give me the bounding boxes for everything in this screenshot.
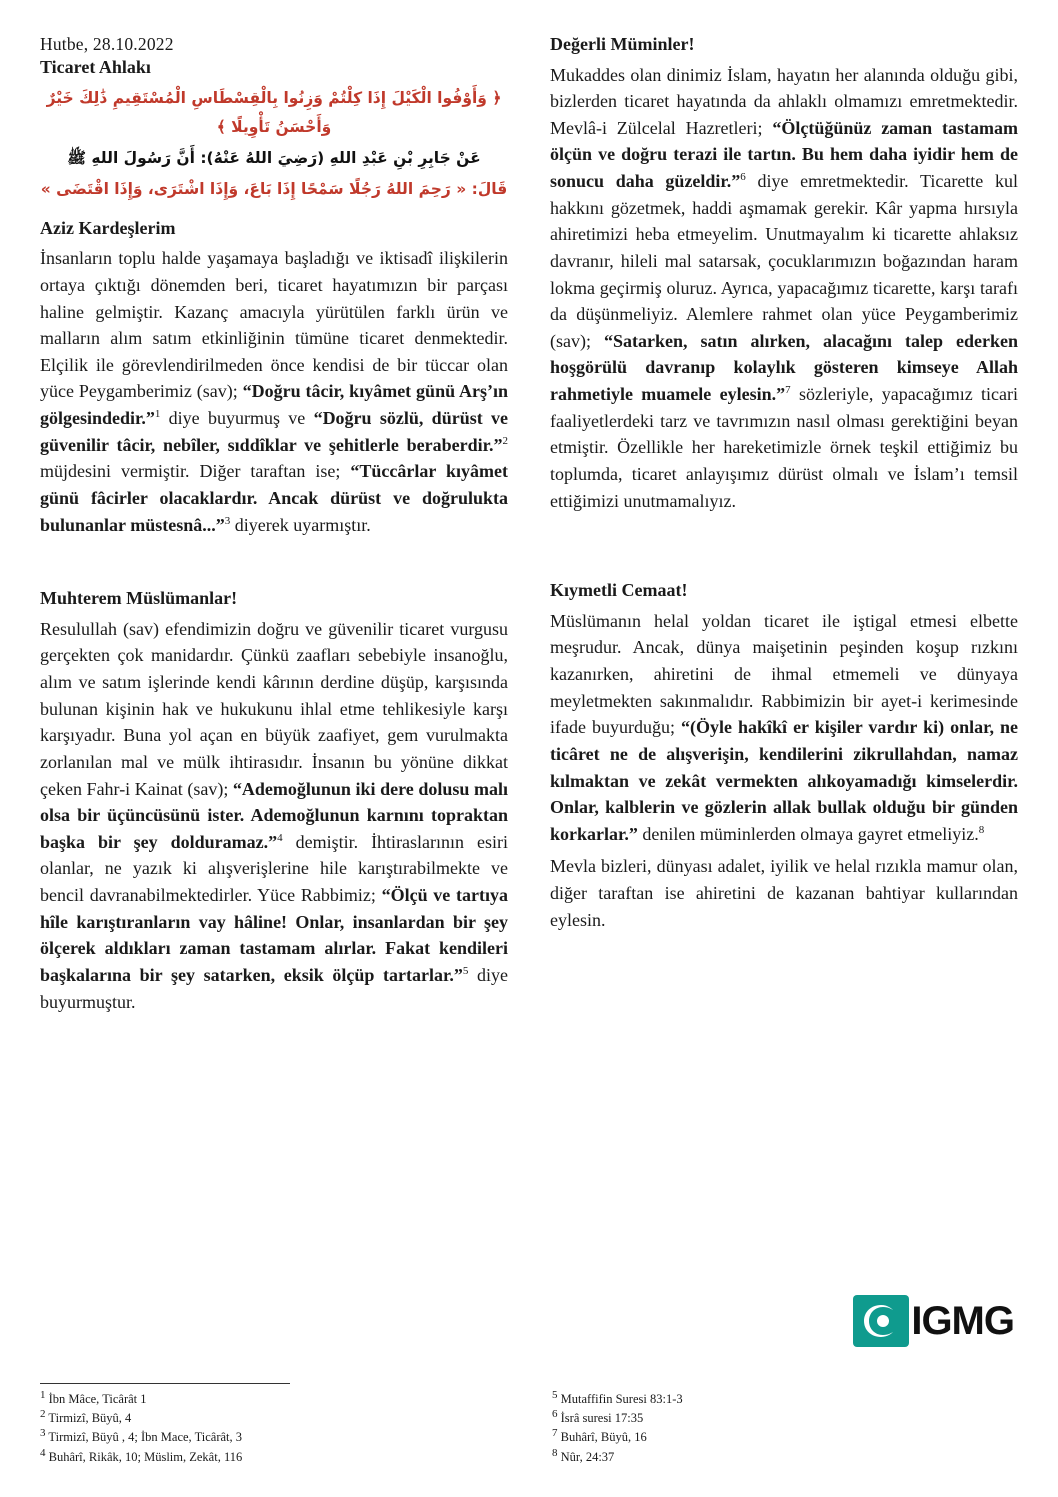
text-run: sözleriyle, yapacağımız ticari faaliyetlerdeki tarz ve tavrımızın nasıl olması gerektiğini beyan etmiştir. Özellikle her hareketimizle örnek teşkil ettiğimiz bu toplumda, ticaret anlayışımız dürüst olmalı ve İslam’ı temsil ettiğimizi unutmamalıyız.: [550, 384, 1018, 511]
logo-wordmark: IGMG: [911, 1299, 1014, 1343]
quote-satarken: “Satarken, satın alırken, alacağını talep ederken hoşgörülü davranıp kolaylık gösteren kimseye Allah rahmetiyle muamele eylesin.”: [550, 330, 1018, 405]
footnote-item: [552, 1428, 1022, 1447]
quote-dogru-tacir: “Doğru tâcir, kıyâmet günü Arş’ın gölgesindedir.”: [40, 381, 508, 429]
footnote-item: [552, 1409, 1022, 1428]
footnote-item: [40, 1409, 510, 1428]
quote-tuccarlar: “Tüccârlar kıyâmet günü fâcirler olacaklardır. Ancak dürüst ve doğrulukta bulunanlar müstesnâ...”: [40, 461, 509, 535]
footnote-number: 4: [40, 1446, 46, 1459]
text-run: diyerek uyarmıştır.: [230, 514, 371, 535]
text-run: Resulullah (sav) efendimizin doğru ve güvenilir ticaret vurgusu gerçekten çok manidardır. Çünkü zaafları sebebiyle insanoğlu, alım ve satım işlerinde kendi kârının derdine düşüp, karşısında bulunan kişinin hak ve hukukunu ihlal etme tehlikesiyle karşı karşıyadır. Buna yol açan en büyük zaafiyet, gem vurulmakta zorlanılan mal ve mülk ihtirasıdır. İnsanın bu yönüne dikkat çeken Fahr-i Kainat (sav);: [40, 618, 508, 799]
footnote-text: İsrâ suresi 17:35: [560, 1410, 644, 1425]
quote-olctugunuz-zaman: “Ölçtüğünüz zaman tastamam ölçün ve doğru terazi ile tartın. Bu hem daha iyidir hem de sonucu daha güzeldir.”: [550, 117, 1018, 192]
footnote-ref-6: 6: [740, 171, 746, 184]
two-column-layout: [40, 34, 1018, 1021]
quote-olcu-tarti: “Ölçü ve tartıya hîle karıştıranların vay hâline! Onlar, insanlardan bir şey ölçerek aldıkları zaman tastamam alırlar. Fakat kendileri başkalarına bir şey satarken, eksik ölçüp tartarlar.”: [40, 885, 508, 985]
text-run: İnsanların toplu halde yaşamaya başladığı ve iktisadî ilişkilerin ortaya çıktığı dönemden beri, ticaret hayatımızın bir parçası haline gelmiştir. Kazanç amacıyla yürütülen farklı ürün ve malların alım satım etkinliğinin tümüne ticaret denmektedir. Elçilik ile görevlendirilmeden önce kendisi de bir tüccar olan yüce Peygamberimiz (sav);: [40, 248, 508, 402]
paragraph-right-1: [550, 62, 1018, 515]
footnote-number: 8: [552, 1446, 558, 1459]
quran-verse-arabic: ﴿ وَأَوْفُوا الْكَيْلَ إِذَا كِلْتُمْ وَزِنُوا بِالْقِسْطَاسِ الْمُسْتَقِيمِ ذَٰلِكَ خَيْرٌ وَأَحْسَنُ تَأْوِيلًا ﴾: [46, 89, 502, 136]
footnote-text: Buhârî, Büyû, 16: [560, 1430, 647, 1445]
paragraph-gap: [550, 520, 1018, 550]
section-heading-degerli-muminler: Değerli Müminler!: [550, 34, 695, 54]
footnote-number: 3: [40, 1427, 46, 1440]
footnote-number: 7: [552, 1427, 558, 1440]
footnote-ref-3: 3: [224, 514, 231, 527]
paragraph-right-2: [550, 608, 1018, 848]
hadith-isnad-arabic: عَنْ جَابِرِ بْنِ عَبْدِ اللهِ (رَضِيَ اللهُ عَنْهُ): أَنَّ رَسُولَ اللهِ ﷺ: [67, 149, 481, 168]
text-run: denilen müminlerden olmaya gayret etmeliyiz.: [637, 823, 979, 844]
footnote-item: [40, 1390, 510, 1409]
footnote-text: Nûr, 24:37: [560, 1449, 615, 1464]
text-run: diye buyurmuş ve: [160, 408, 314, 429]
text-run: diye emretmektedir. Ticarette kul hakkını gözetmek, haddi aşmamak gerekir. Kâr yapma hırsıyla ahiretimizi heba etmeyelim. Unutmayalım ki ticarette ahlaksız davranır, hileli mal satarsak, çocuklarımızın boğazından haram lokma geçirmiş oluruz. Ayrıca, yapacağımız ticarette, karşı tarafı da düşünmeliyiz. Alemlere rahmet olan yüce Peygamberimiz (sav);: [550, 171, 1018, 351]
section-heading-kiymetli-cemaat: Kıymetli Cemaat!: [550, 580, 688, 601]
footnotes-right: [552, 1377, 1022, 1468]
igmg-logo: [853, 1295, 1014, 1347]
paragraph-left-2: [40, 616, 508, 1015]
footnote-text: Tirmizî, Büyû , 4; İbn Mace, Ticârât, 3: [48, 1430, 243, 1445]
footnotes-left: [40, 1383, 510, 1468]
document-title: Ticaret Ahlakı: [40, 57, 151, 77]
paragraph-gap: [40, 544, 508, 574]
text-run: müjdesini vermiştir. Diğer taraftan ise;: [40, 461, 351, 482]
footnote-ref-1: 1: [154, 408, 161, 421]
section-heading-aziz-kardeslerim: Aziz Kardeşlerim: [40, 217, 176, 238]
quote-ademoglu: “Ademoğlunun iki dere dolusu malı olsa bir üçüncüsünü ister. Ademoğlunun karnını topraktan başka bir şey dolduramaz.”: [40, 778, 508, 852]
footnote-ref-8: 8: [978, 823, 985, 836]
section-heading-muhterem-muslumanlar: Muhterem Müslümanlar!: [40, 588, 238, 609]
paragraph-right-3: Mevla bizleri, dünyası adalet, iyilik ve helal rızıkla mamur olan, diğer taraftan ise ahiretini de kazanan bahtiyar kullarından eylesin.: [550, 856, 1018, 930]
document-date: Hutbe, 28.10.2022: [40, 34, 174, 54]
footnote-item: [552, 1448, 1022, 1467]
footnote-text: Buhârî, Rikâk, 10; Müslim, Zekât, 116: [48, 1449, 243, 1464]
footnote-item: [40, 1428, 510, 1447]
footnote-separator: [40, 1383, 290, 1384]
quote-oyle-hakiki-er-kisiler: “(Öyle hakîkî er kişiler vardır ki) onlar, ne ticâret ne de alışverişin, kendilerini zikrullahdan, namaz kılmaktan ve zekât vermekten alıkoyamadığı kimselerdir. Onlar, kalblerin ve gözlerin allak bullak olduğu bir günden korkarlar.”: [550, 717, 1019, 844]
footnote-text: İbn Mâce, Ticârât 1: [48, 1391, 147, 1406]
footnote-number: 5: [552, 1388, 558, 1401]
footnote-number: 2: [40, 1407, 46, 1420]
logo-mark-icon: [853, 1295, 909, 1347]
footnote-ref-4: 4: [277, 831, 283, 844]
footnote-item: [552, 1390, 1022, 1409]
footnote-item: [40, 1448, 510, 1467]
text-run: Mukaddes olan dinimiz İslam, hayatın her alanında olduğu gibi, bizlerden ticaret hayatında da ahlaklı olmamızı emretmektedir. Mevlâ-i Zülcelal Hazretleri;: [550, 64, 1018, 138]
paragraph-left-1: [40, 245, 508, 538]
footnote-ref-7: 7: [785, 384, 791, 397]
hadith-text-arabic: قَالَ: « رَحِمَ اللهُ رَجُلًا سَمْحًا إِذَا بَاعَ، وَإِذَا اشْتَرَى، وَإِذَا اقْتَضَى »: [40, 180, 508, 199]
quote-dogru-sozlu: “Doğru sözlü, dürüst ve güvenilir tâcir, nebîler, sıddîklar ve şehitlerle beraberdir.”: [40, 408, 508, 455]
footnote-number: 6: [552, 1407, 558, 1420]
footnote-text: Tirmizî, Büyû, 4: [48, 1410, 132, 1425]
right-column: [550, 34, 1018, 939]
footnote-ref-5: 5: [462, 964, 469, 977]
footnote-ref-2: 2: [502, 434, 508, 447]
text-run: Müslümanın helal yoldan ticaret ile iştigal etmesi elbette meşrudur. Ancak, dünya maişetinin peşinden koşup rızkını kazanırken, ahiretini de ihmal etmemeli ve dünyaya meyletmekten sakınmalıdır. Rabbimizin bir ayet-i kerimesinde ifade buyurduğu;: [550, 610, 1018, 738]
text-run: demiştir. İhtiraslarının esiri olanlar, ne yazık ki alışverişlerine hile karıştırabilmekte ve bencil davranabilmektedirler. Yüce Rabbimiz;: [40, 831, 508, 905]
paragraph-gap-2: [550, 550, 1018, 566]
left-column: [40, 34, 508, 1021]
footnote-number: 1: [40, 1388, 46, 1401]
text-run: diye buyurmuştur.: [40, 964, 509, 1012]
footnote-text: Mutaffifin Suresi 83:1-3: [560, 1391, 683, 1406]
